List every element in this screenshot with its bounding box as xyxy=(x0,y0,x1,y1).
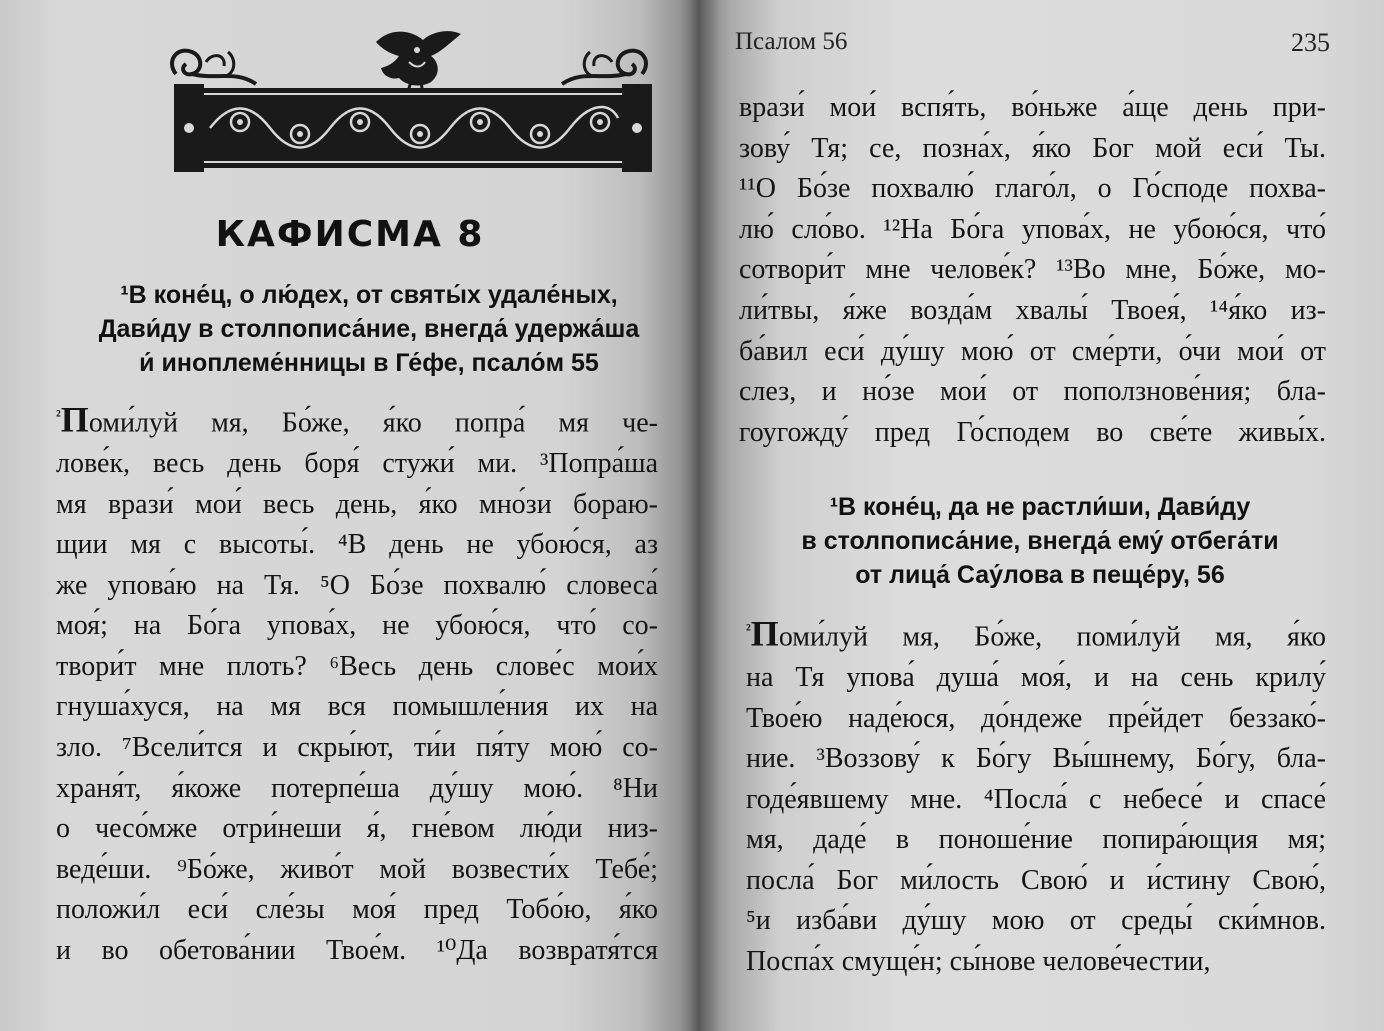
verse-line xyxy=(746,611,1326,658)
verse-line: моя́; на Бо́га упова́х, не убою́ся, что́ со- xyxy=(56,610,658,642)
verse-line: мя, даде́ в поноше́ние попира́ющия мя; xyxy=(746,824,1326,856)
verse-line: же упова́ю на Тя. ⁵О Бо́зе похвалю́ словеса́ xyxy=(56,569,658,601)
verse-line: о чесо́мже отри́неши я́, гне́вом лю́ди низ- xyxy=(56,813,658,845)
verse-line: ⁵и изба́ви ду́шу мою от среды́ ски́мнов. xyxy=(746,905,1326,937)
heading-line: в столпописа́ние, внегда́ ему́ отбега́ти xyxy=(801,527,1279,555)
heading-line: и́ иноплеме́нницы в Ге́фе, псало́м 55 xyxy=(139,349,599,377)
verse-line: гоугожду́ пред Го́сподем во све́те живы́х. xyxy=(739,416,1326,448)
verse-line: врази́ мои́ вспя́ть, во́ньже а́ще день при- xyxy=(739,92,1326,123)
verse-line: твори́т мне плоть? ⁶Весь день слове́с мои́х xyxy=(56,650,658,682)
psalm-55-text xyxy=(56,397,658,972)
verse-line: ние. ³Воззову́ к Бо́гу Вы́шнему, Бо́гу, бла- xyxy=(746,743,1326,775)
psalm-56-heading xyxy=(740,490,1340,592)
left-scroll-icon xyxy=(172,51,256,84)
verse-line-text: оми́луй мя, Бо́же, поми́луй мя, я́ко xyxy=(778,621,1326,653)
verse-line: зло. ⁷Всели́тся и скры́ют, ти́и пя́ту мою́ со- xyxy=(56,732,658,764)
verse-number: ² xyxy=(56,408,61,425)
right-scroll-icon xyxy=(562,51,646,84)
verse-line: веде́ши. ⁹Бо́же, живо́т мой возвести́х Тебе́; xyxy=(56,853,658,885)
heading-line: ¹В коне́ц, о лю́дех, от святы́х удале́ных, xyxy=(120,281,618,309)
verse-line: положи́л еси́ сле́зы моя́ пред Тобо́ю, я́ко xyxy=(56,894,658,926)
verse-number: ² xyxy=(746,622,751,639)
verse-line: зову́ Тя; се, позна́х, я́ко Бог мой еси́ Ты. xyxy=(739,132,1326,164)
verse-line: ба́вил еси́ ду́шу мою́ от сме́рти, о́чи мои́ от xyxy=(739,335,1326,367)
verse-line: Твое́ю наде́юся, до́ндеже пре́йдет беззако́- xyxy=(746,702,1326,734)
running-head: Псалом 56 xyxy=(735,28,848,55)
verse-line: на Тя упова́ душа́ моя́, и на сень крилу́ xyxy=(746,661,1326,693)
verse-line: годе́явшему мне. ⁴Посла́ с небесе́ и спасе́ xyxy=(746,783,1326,815)
psalm-55-heading xyxy=(70,278,668,380)
verse-line: ¹¹О Бо́зе похвалю́ глаго́л, о Го́сподe похва- xyxy=(739,173,1326,205)
kathisma-title: КАФИСМА 8 xyxy=(215,214,485,255)
verse-line: гнуша́хуся, на мя вся помышле́ния их на xyxy=(56,691,658,723)
verse-line: посла́ Бог ми́лость Свою́ и и́стину Свою́, xyxy=(746,864,1326,896)
verse-line: Поспа́х смуще́н; сы́нове челове́честии, xyxy=(746,946,1211,978)
verse-line: лю́ сло́во. ¹²На Бо́га упова́х, не убою́ся, что́ xyxy=(739,213,1326,245)
verse-line xyxy=(56,397,658,444)
verse-line: и во обетова́нии Твое́м. ¹⁰Да возвратя́тся xyxy=(56,935,658,967)
psalm-56-text xyxy=(746,611,1326,983)
verse-line: храня́т, я́коже потерпе́ша ду́шу мою́. ⁸Ни xyxy=(56,772,658,804)
book-gutter-shadow xyxy=(680,0,720,1031)
heading-line: от лица́ Сау́лова в пеще́ру, 56 xyxy=(855,561,1225,589)
heading-line: Дави́ду в столпописа́ние, внегда́ удержа́ша xyxy=(98,315,640,343)
verse-line: ли́твы, я́же возда́м хвалы́ Твоея́, ¹⁴я́ко из- xyxy=(739,294,1326,326)
headpiece-ornament-icon xyxy=(166,22,652,172)
drop-cap: П xyxy=(750,613,779,654)
verse-line: лове́к, весь день боря́ стужи́ ми. ³Попра́ша xyxy=(56,447,658,479)
verse-line: слез, и но́зе мои́ от поползнове́ния; бла- xyxy=(739,376,1326,408)
page-number: 235 xyxy=(1291,28,1330,57)
dove-icon xyxy=(376,31,461,94)
verse-line: мя врази́ мои́ весь день, я́ко мно́зи бораю- xyxy=(56,488,658,520)
right-page xyxy=(700,0,1384,1031)
psalm-55-continued-text xyxy=(739,88,1326,453)
verse-line-text: оми́луй мя, Бо́же, я́ко попра́ мя че- xyxy=(88,407,658,439)
heading-line: ¹В коне́ц, да не растли́ши, Дави́ду xyxy=(829,493,1251,521)
verse-line: сотвори́т мне челове́к? ¹³Во мне, Бо́же, мо- xyxy=(739,254,1326,286)
drop-cap: П xyxy=(60,399,89,440)
verse-line: щии мя с высоты́. ⁴В день не убою́ся, аз xyxy=(56,529,658,561)
